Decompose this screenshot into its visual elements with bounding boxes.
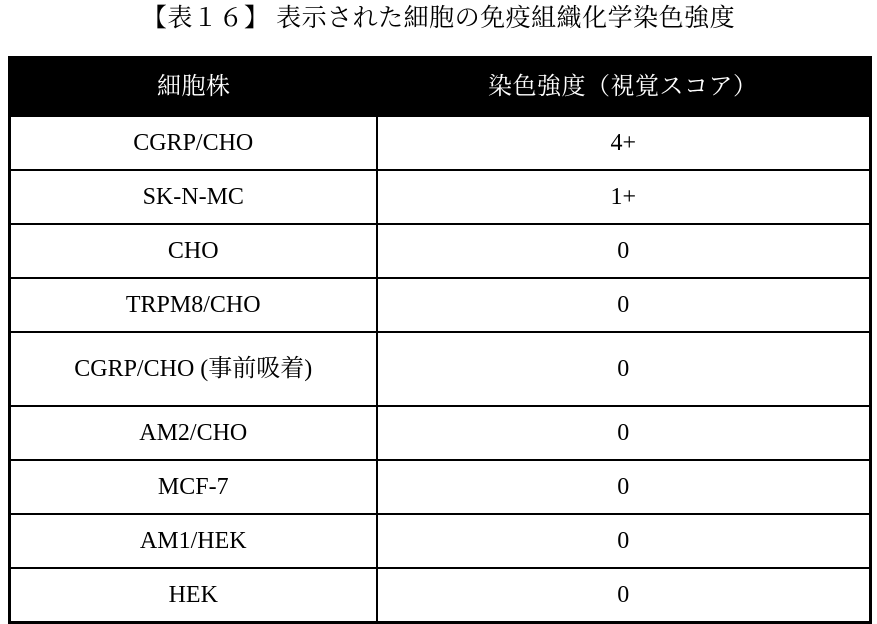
cell-cell-strain: AM1/HEK [10, 514, 377, 568]
staining-intensity-table [8, 56, 872, 624]
table-body [10, 116, 871, 623]
table-container [8, 56, 869, 624]
table-header-row [10, 58, 871, 117]
cell-cell-strain: SK-N-MC [10, 170, 377, 224]
cell-cell-strain: TRPM8/CHO [10, 278, 377, 332]
cell-cell-strain: MCF-7 [10, 460, 377, 514]
column-header-staining-score: 染色強度（視覚スコア） [377, 58, 871, 117]
cell-staining-score: 0 [377, 224, 871, 278]
cell-staining-score: 0 [377, 278, 871, 332]
table-row [10, 116, 871, 170]
cell-staining-score: 4+ [377, 116, 871, 170]
cell-staining-score: 0 [377, 460, 871, 514]
table-row [10, 224, 871, 278]
table-caption: 【表１６】 表示された細胞の免疫組織化学染色強度 [141, 5, 736, 32]
cell-cell-strain: CHO [10, 224, 377, 278]
cell-staining-score: 1+ [377, 170, 871, 224]
table-row [10, 332, 871, 406]
table-row [10, 460, 871, 514]
table-header [10, 58, 871, 117]
cell-cell-strain: CGRP/CHO (事前吸着) [10, 332, 377, 406]
table-row [10, 170, 871, 224]
table-row [10, 514, 871, 568]
cell-cell-strain: CGRP/CHO [10, 116, 377, 170]
table-row [10, 406, 871, 460]
column-header-cell-strain: 細胞株 [10, 58, 377, 117]
table-row [10, 568, 871, 623]
table-row [10, 278, 871, 332]
cell-staining-score: 0 [377, 568, 871, 623]
cell-staining-score: 0 [377, 406, 871, 460]
cell-cell-strain: AM2/CHO [10, 406, 377, 460]
cell-staining-score: 0 [377, 332, 871, 406]
cell-staining-score: 0 [377, 514, 871, 568]
cell-cell-strain: HEK [10, 568, 377, 623]
